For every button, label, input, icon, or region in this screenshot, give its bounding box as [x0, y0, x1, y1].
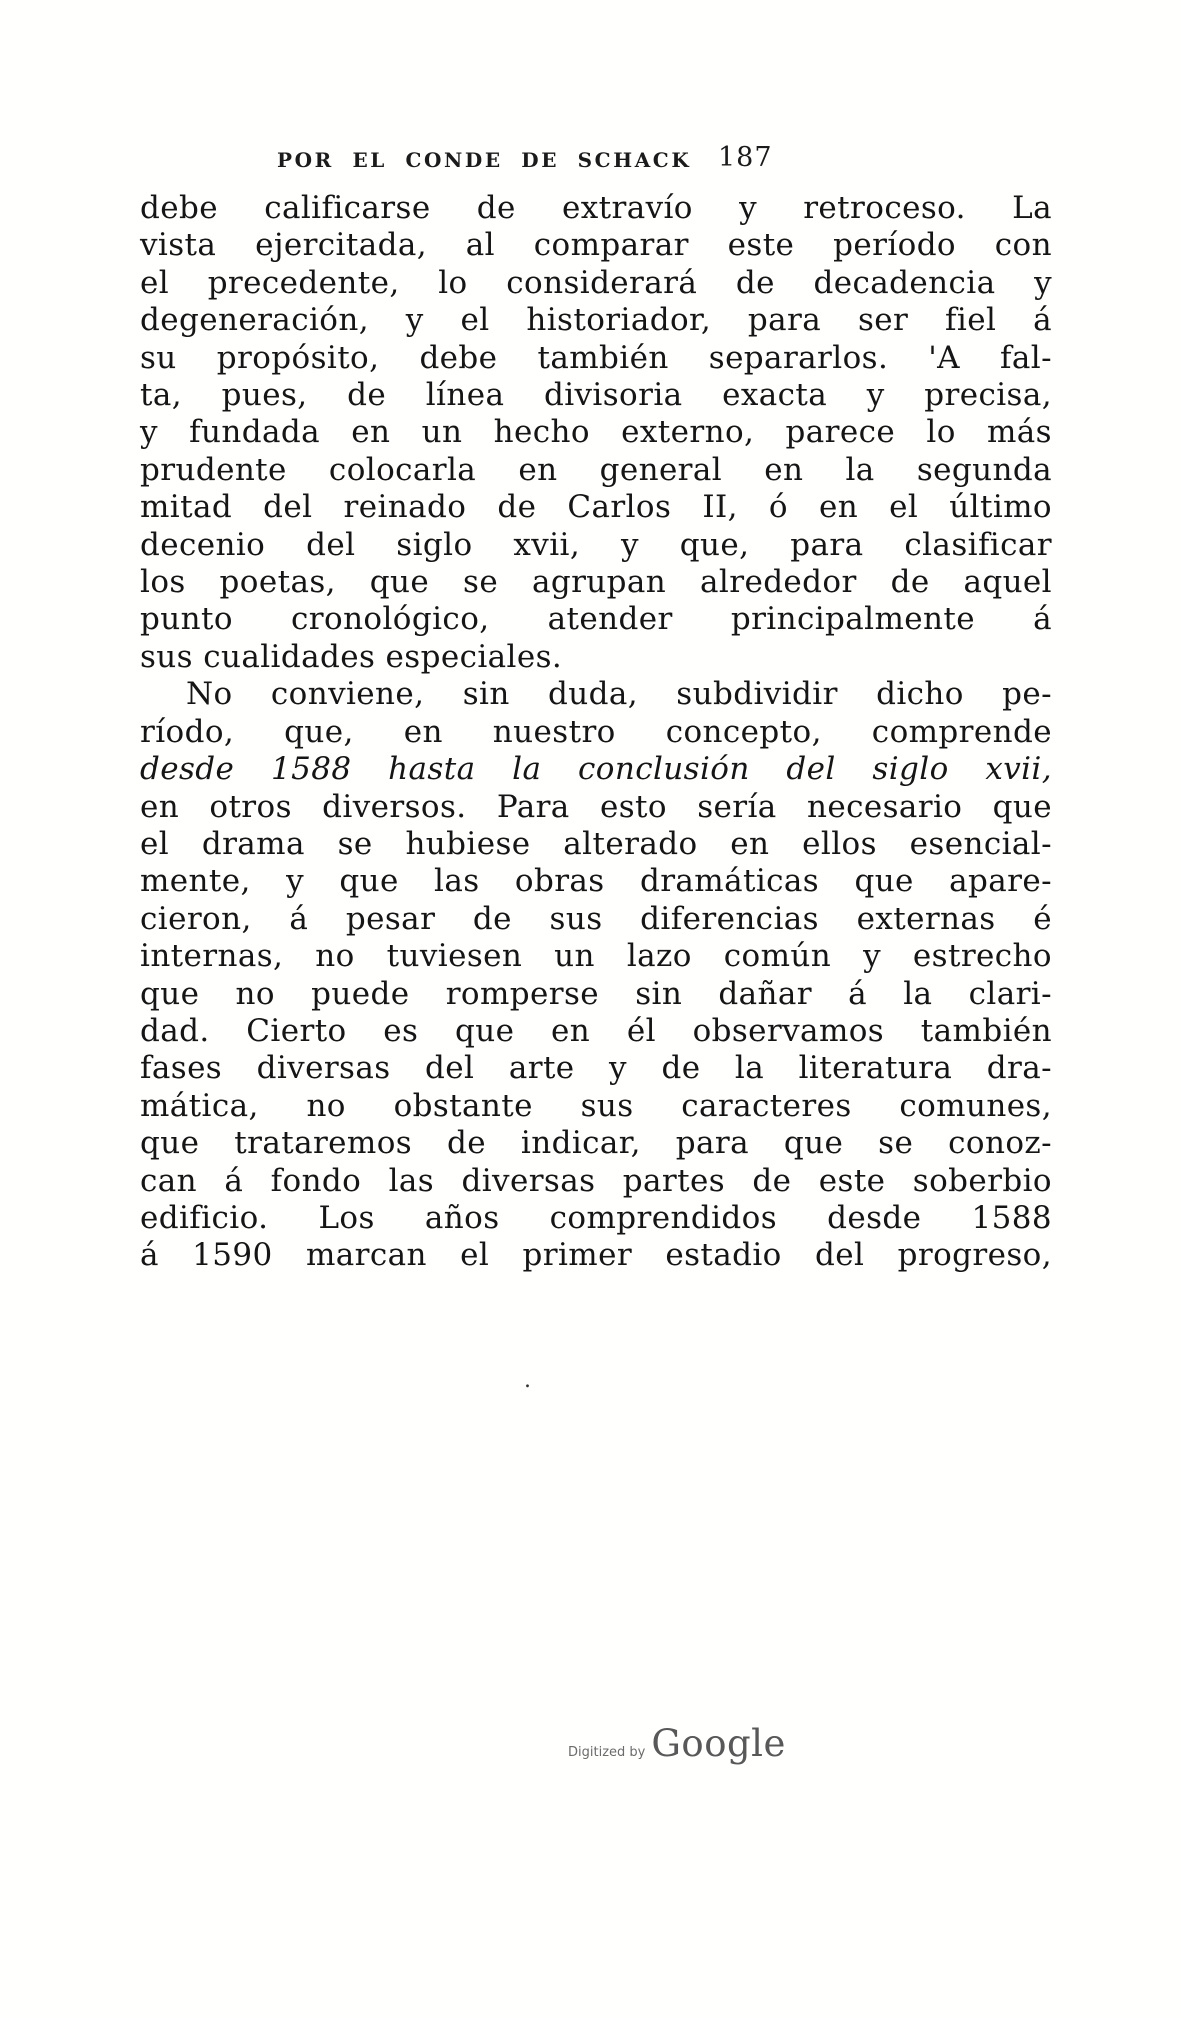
text-line: dad. Cierto es que en él observamos también	[140, 1012, 1052, 1049]
text-line: cieron, á pesar de sus diferencias externas é	[140, 900, 1052, 937]
text-line: mitad del reinado de Carlos II, ó en el último	[140, 489, 1052, 526]
text-line: en otros diversos. Para esto sería necesario que	[140, 788, 1052, 825]
text-line: edificio. Los años comprendidos desde 1588	[140, 1199, 1052, 1236]
text-line: que trataremos de indicar, para que se conoz-	[140, 1125, 1052, 1162]
text-line: degeneración, y el historiador, para ser fiel á	[140, 302, 1052, 339]
text-line: internas, no tuviesen un lazo común y estrecho	[140, 938, 1052, 975]
text-line: prudente colocarla en general en la segunda	[140, 451, 1052, 488]
text-line: ríodo, que, en nuestro concepto, comprende	[140, 713, 1052, 750]
text-line: can á fondo las diversas partes de este soberbio	[140, 1162, 1052, 1199]
stray-mark: .	[524, 1368, 531, 1393]
text-line: que no puede romperse sin dañar á la clari-	[140, 975, 1052, 1012]
text-line: No conviene, sin duda, subdividir dicho pe-	[186, 676, 1052, 713]
page-number: 187	[718, 142, 773, 173]
text-line: los poetas, que se agrupan alrededor de aquel	[140, 564, 1052, 601]
text-line: punto cronológico, atender principalmente á	[140, 601, 1052, 638]
text-line: fases diversas del arte y de la literatura dra-	[140, 1050, 1052, 1087]
text-line: decenio del siglo xvii, y que, para clasificar	[140, 526, 1052, 563]
digitized-by-label: Digitized by	[568, 1745, 646, 1760]
text-line: mática, no obstante sus caracteres comunes,	[140, 1087, 1052, 1124]
text-line: vista ejercitada, al comparar este período con	[140, 227, 1052, 264]
text-line: desde 1588 hasta la conclusión del siglo xvii,	[140, 751, 1052, 788]
google-logo: Google	[651, 1722, 786, 1765]
text-line: á 1590 marcan el primer estadio del progreso,	[140, 1237, 1052, 1274]
text-line: sus cualidades especiales.	[140, 638, 563, 675]
text-line: y fundada en un hecho externo, parece lo más	[140, 414, 1052, 451]
running-title: POR EL CONDE DE SCHACK	[277, 148, 692, 172]
text-line: debe calificarse de extravío y retroceso. La	[140, 190, 1052, 226]
text-line: ta, pues, de línea divisoria exacta y precisa,	[140, 377, 1052, 414]
text-line: el precedente, lo considerará de decadencia y	[140, 264, 1052, 301]
text-line: el drama se hubiese alterado en ellos esencial-	[140, 825, 1052, 862]
body-text	[140, 190, 1052, 1275]
text-line: mente, y que las obras dramáticas que apare-	[140, 863, 1052, 900]
text-line: su propósito, debe también separarlos. 'A fal-	[140, 339, 1052, 376]
google-watermark	[568, 1722, 786, 1765]
